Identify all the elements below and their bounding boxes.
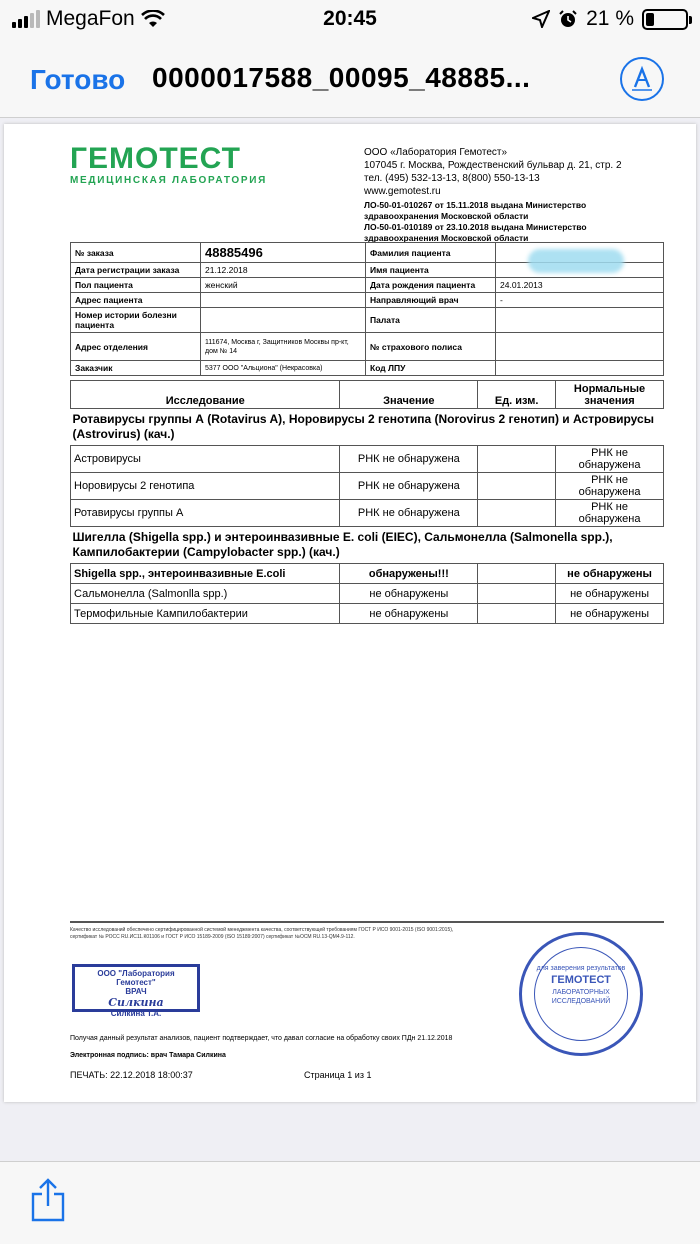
share-icon [30, 1178, 66, 1222]
electronic-signature: Электронная подпись: врач Тамара Силкина [70, 1052, 226, 1059]
study-value: РНК не обнаружена [340, 473, 478, 500]
table-row [71, 604, 664, 624]
doctor-value: - [496, 293, 664, 308]
sex-value: женский [201, 278, 366, 293]
table-row [71, 564, 664, 584]
logo-name: ГЕМОТЕСТ [70, 142, 241, 175]
table-row [71, 500, 664, 527]
org-phones: тел. (495) 532-13-13, 8(800) 550-13-13 [364, 173, 540, 184]
clock: 20:45 [323, 7, 377, 30]
share-button[interactable] [30, 1178, 66, 1222]
name-label: Имя пациента [366, 263, 496, 278]
markup-pen-icon [622, 59, 662, 99]
dob-value: 24.01.2013 [496, 278, 664, 293]
seal-name: ГЕМОТЕСТ [551, 974, 611, 986]
insurance-value [496, 333, 664, 361]
round-seal [519, 932, 643, 1056]
study-value: РНК не обнаружена [340, 446, 478, 473]
alarm-icon [558, 9, 578, 29]
branch-label: Адрес отделения [71, 333, 201, 361]
history-value [201, 308, 366, 333]
navigation-bar [0, 40, 700, 118]
study-value: РНК не обнаружена [340, 500, 478, 527]
history-label: Номер истории болезни пациента [71, 308, 201, 333]
stamp-signature: Силкина [108, 996, 164, 1009]
order-no-label: № заказа [71, 243, 201, 263]
study-unit [478, 604, 556, 624]
license-2a: ЛО-50-01-010189 от 23.10.2018 выдана Министерство [364, 222, 587, 232]
table-row [71, 446, 664, 473]
bottom-toolbar [0, 1161, 700, 1244]
col-study: Исследование [71, 381, 340, 409]
study-unit [478, 564, 556, 584]
results-table [70, 380, 664, 624]
org-site: www.gemotest.ru [364, 186, 441, 197]
branch-value: 111674, Москва г, Защитников Москвы пр-кт, дом № 14 [201, 333, 366, 361]
stamp-org: ООО "Лаборатория Гемотест" [97, 969, 175, 987]
study-unit [478, 584, 556, 604]
study-unit [478, 473, 556, 500]
battery-icon [642, 9, 688, 30]
location-arrow-icon [532, 10, 550, 28]
customer-value: 5377 ООО "Альциона" (Некрасовка) [201, 361, 366, 376]
print-date: ПЕЧАТЬ: 22.12.2018 18:00:37 [70, 1070, 193, 1080]
col-value: Значение [340, 381, 478, 409]
study-value-positive: обнаружены!!! [340, 564, 478, 584]
battery-percent: 21 % [586, 7, 634, 30]
study-name: Shigella spp., энтероинвазивные E.coli [71, 564, 340, 584]
logo-subtitle: МЕДИЦИНСКАЯ ЛАБОРАТОРИЯ [70, 175, 268, 186]
divider [70, 921, 664, 923]
study-name: Термофильные Кампилобактерии [71, 604, 340, 624]
study-value: не обнаружены [340, 604, 478, 624]
quality-certificate-note: Качество исследований обеспечено сертифицированной системой менеджмента качества, соответствующей требованиям ГОСТ Р ИСО 9001-2015 (ISO 9001:2015), сертификат № РОСС RU.ИС11.К01106 и ГОСТ Р ИСО 15189-2009 (ISO 15189:2007) сертификат №ОСМ RU.13-QM4.9-112. [70, 927, 454, 940]
reg-date-label: Дата регистрации заказа [71, 263, 201, 278]
study-unit [478, 446, 556, 473]
study-value: не обнаружены [340, 584, 478, 604]
redaction-blur [528, 249, 624, 273]
stamp-role: ВРАЧ [125, 987, 147, 996]
org-address: 107045 г. Москва, Рождественский бульвар д. 21, стр. 2 [364, 160, 622, 171]
status-bar [0, 0, 700, 40]
document-title: 0000017588_00095_48885... [152, 62, 531, 93]
patient-address-label: Адрес пациента [71, 293, 201, 308]
study-norm: РНК не обнаружена [556, 500, 664, 527]
license-1a: ЛО-50-01-010267 от 15.11.2018 выдана Министерство [364, 200, 587, 210]
dob-label: Дата рождения пациента [366, 278, 496, 293]
markup-button[interactable] [620, 57, 664, 101]
gemotest-logo [70, 144, 267, 186]
table-row [71, 584, 664, 604]
ward-value [496, 308, 664, 333]
doctor-label: Направляющий врач [366, 293, 496, 308]
done-button[interactable]: Готово [30, 64, 126, 95]
sex-label: Пол пациента [71, 278, 201, 293]
license-1b: здравоохранения Московской области [364, 211, 529, 221]
org-name: ООО «Лаборатория Гемотест» [364, 147, 508, 158]
study-norm: не обнаружены [556, 584, 664, 604]
page-number: Страница 1 из 1 [304, 1070, 372, 1080]
order-number: 48885496 [205, 245, 263, 260]
group-title-bacteria: Шигелла (Shigella spp.) и энтероинвазивные E. coli (EIEC), Сальмонелла (Salmonella spp.), Кампилобактерии (Campylobacter spp.) (кач.) [72, 530, 613, 559]
study-norm: не обнаружены [556, 564, 664, 584]
study-name: Сальмонелла (Salmonlla spp.) [71, 584, 340, 604]
lpu-value [496, 361, 664, 376]
seal-bottom-text: ЛАБОРАТОРНЫХ ИССЛЕДОВАНИЙ [551, 989, 611, 1005]
group-title-viruses: Ротавирусы группы А (Rotavirus A), Норовирусы 2 генотипа (Norovirus 2 генотип) и Астровирусы (Astrovirus) (кач.) [72, 412, 654, 441]
study-norm: РНК не обнаружена [556, 473, 664, 500]
patient-address-value [201, 293, 366, 308]
col-unit: Ед. изм. [478, 381, 556, 409]
customer-label: Заказчик [71, 361, 201, 376]
seal-top-text: для заверения результатов [536, 965, 626, 972]
doctor-stamp [72, 964, 200, 1018]
stamp-doctor-name: Силкина Т.А. [110, 1009, 162, 1018]
carrier-name: MegaFon [46, 7, 135, 30]
table-row [71, 473, 664, 500]
lab-info [364, 146, 622, 244]
surname-label: Фамилия пациента [366, 243, 496, 263]
document-page[interactable] [4, 124, 696, 1102]
study-norm: не обнаружены [556, 604, 664, 624]
study-name: Ротавирусы группы А [71, 500, 340, 527]
lpu-label: Код ЛПУ [366, 361, 496, 376]
consent-note: Получая данный результат анализов, пациент подтверждает, что давал согласие на обработку своих ПДн 21.12.2018 [70, 1035, 453, 1042]
ward-label: Палата [366, 308, 496, 333]
study-unit [478, 500, 556, 527]
insurance-label: № страхового полиса [366, 333, 496, 361]
study-name: Астровирусы [71, 446, 340, 473]
col-norm: Нормальные значения [556, 381, 664, 409]
reg-date-value: 21.12.2018 [201, 263, 366, 278]
license-2b: здравоохранения Московской области [364, 233, 529, 243]
study-norm: РНК не обнаружена [556, 446, 664, 473]
study-name: Норовирусы 2 генотипа [71, 473, 340, 500]
